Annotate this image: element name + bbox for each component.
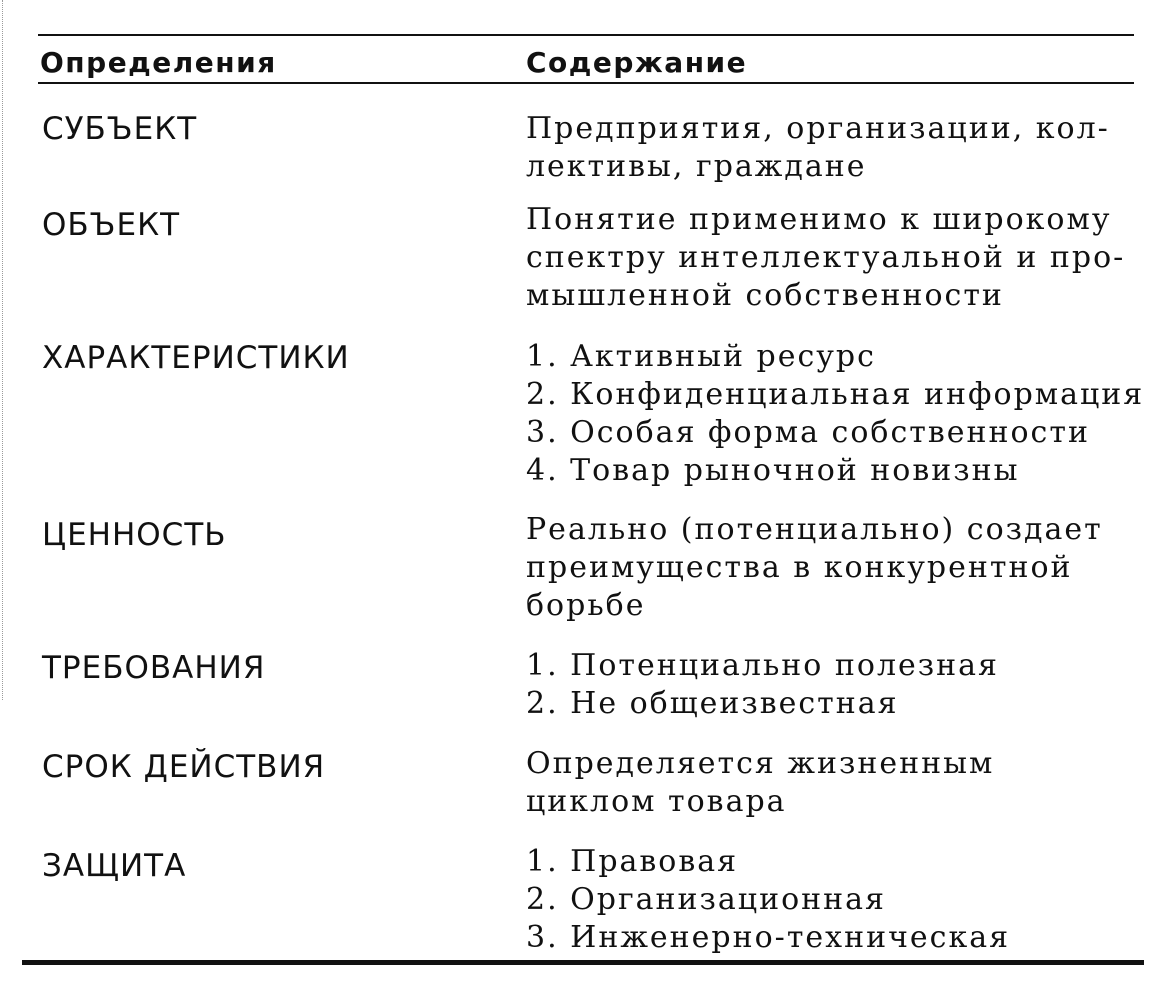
content-line: циклом товара [526, 784, 787, 819]
row-content-object [526, 201, 1146, 315]
row-term-protection: ЗАЩИТА [42, 848, 187, 884]
content-line: 2. Организационная [526, 882, 886, 917]
content-line: Понятие применимо к широкому [526, 202, 1112, 237]
scan-edge-noise [2, 0, 5, 700]
row-term-characteristics: ХАРАКТЕРИСТИКИ [42, 340, 350, 376]
content-line: Реально (потенциально) создает [526, 512, 1103, 547]
row-content-value [526, 511, 1146, 625]
table-top-rule [38, 34, 1134, 36]
row-content-subject [526, 110, 1146, 186]
row-term-duration: СРОК ДЕЙСТВИЯ [42, 749, 326, 785]
row-content-requirements [526, 647, 1146, 723]
content-line: мышленной собственности [526, 278, 1004, 313]
content-line: спектру интеллектуальной и про- [526, 240, 1126, 275]
row-term-value: ЦЕННОСТЬ [42, 517, 227, 553]
row-term-subject: СУБЪЕКТ [42, 111, 198, 147]
content-line: 1. Правовая [526, 844, 739, 879]
content-line: 4. Товар рыночной новизны [526, 453, 1020, 488]
table-bottom-rule [22, 960, 1144, 965]
row-content-protection [526, 843, 1146, 957]
content-line: 1. Потенциально полезная [526, 648, 999, 683]
row-content-duration [526, 745, 1146, 821]
row-term-requirements: ТРЕБОВАНИЯ [42, 650, 266, 686]
content-line: 2. Конфиденциальная информация [526, 377, 1145, 412]
table-header-rule [38, 82, 1134, 84]
content-line: преимущества в конкурентной [526, 550, 1073, 585]
row-content-characteristics [526, 338, 1146, 490]
content-line: Предприятия, организации, кол- [526, 111, 1110, 146]
content-line: 2. Не общеизвестная [526, 686, 899, 721]
column-header-content: Содержание [526, 46, 748, 79]
content-line: 3. Особая форма собственности [526, 415, 1090, 450]
content-line: борьбе [526, 588, 646, 623]
content-line: 1. Активный ресурс [526, 339, 876, 374]
column-header-definitions: Определения [40, 46, 277, 79]
content-line: Определяется жизненным [526, 746, 995, 781]
content-line: лективы, граждане [526, 149, 867, 184]
content-line: 3. Инженерно-техническая [526, 920, 1011, 955]
row-term-object: ОБЪЕКТ [42, 207, 181, 243]
